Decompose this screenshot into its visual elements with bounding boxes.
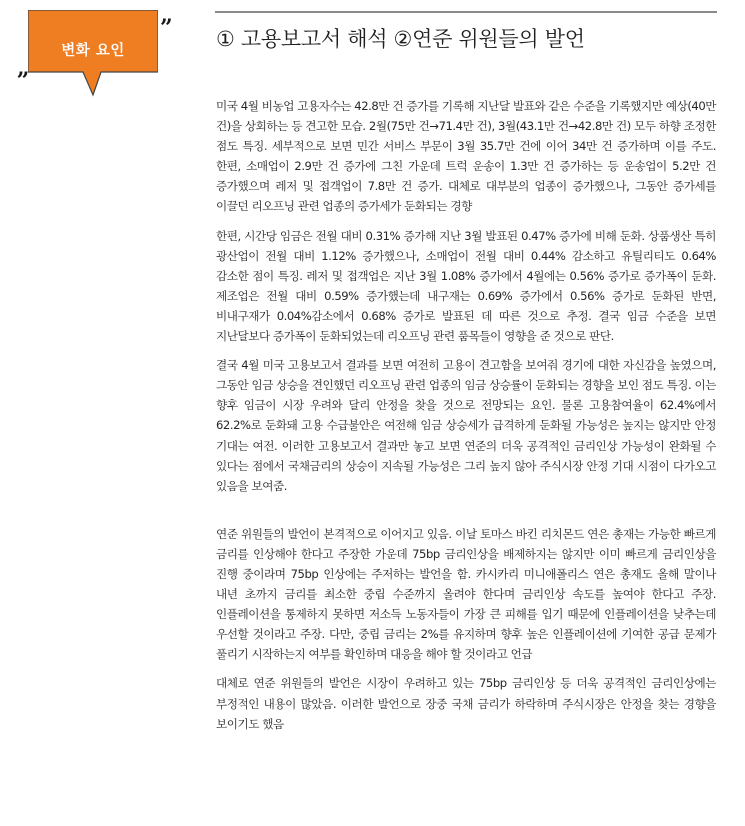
header-rule [215,11,717,13]
paragraph-employment-overview: 미국 4월 비농업 고용자수는 42.8만 건 증가를 기록해 지난달 발표와 같은 수준을 기록했지만 예상(40만 건)을 상회하는 등 견고한 모습. 2월(75만 건→71.4만 건), 3월(43.1만 건→42.8만 건) 모두 하향 조정한 점도 특징. 세부적으로 보면 민간 서비스 부문이 3월 35.7만 건에 이어 34만 건 증가하며 이를 주도. 한편, 소매업이 2.9만 건 증가에 그친 가운데 트럭 운송이 1.3만 건 증가하는 등 운송업이 5.2만 건 증가했으며 레저 및 접객업이 7.8만 건 증가. 대체로 대부분의 업종이 증가했으나, 그동안 증가세를 이끌던 리오프닝 관련 업종의 증가세가 둔화되는 경향 [216,99,716,214]
paragraph-employment-conclusion: 결국 4월 미국 고용보고서 결과를 보면 여전히 고용이 견고함을 보여줘 경기에 대한 자신감을 높였으며, 그동안 임금 상승을 견인했던 리오프닝 관련 업종의 임금 상승률이 둔화되는 경향을 보인 점도 특징. 이는 향후 임금이 시장 우려와 달리 안정을 찾을 것으로 전망되는 요인. 물론 고용참여율이 62.4%에서 62.2%로 둔화돼 고용 수급불안은 여전해 임금 상승세가 급격하게 둔화될 가능성은 높지는 않지만 안정 기대는 여전. 이러한 고용보고서 결과만 놓고 보면 연준의 더욱 공격적인 금리인상 가능성이 완화될 수 있다는 점에서 국채금리의 상승이 지속될 가능성은 그리 높지 않아 주식시장 안정 기대 시점이 다가오고 있음을 보여줌. [216,358,717,493]
badge-label: 변화 요인 [61,43,125,59]
article-body [216,96,716,734]
quote-close-icon: ” [160,15,173,41]
paragraph-fed-remarks: 연준 위원들의 발언이 본격적으로 이어지고 있음. 이날 토마스 바킨 리치몬드 연은 총재는 가능한 빠르게 금리를 인상해야 한다고 주장한 가운데 75bp 금리인상을 배제하지는 않지만 이미 빠르게 금리인상을 진행 중이라며 75bp 인상에는 주저하는 발언을 함. 카시카리 미니애폴리스 연은 총재도 올해 말이나 내년 초까지 금리를 최소한 중립 수준까지 올려야 한다며 금리인상 속도를 높여야 한다고 주장. 인플레이션을 통제하지 못하면 저소득 노동자들이 가장 큰 피해를 입기 때문에 인플레이션을 낮추는데 우선할 것이라고 주장. 다만, 중립 금리는 2%를 유지하며 향후 높은 인플레이션에 기여한 공급 문제가 풀리기 시작하는지 여부를 확인하며 대응을 해야 할 것이라고 언급 [216,526,716,662]
paragraph-hourly-wages: 한편, 시간당 임금은 전월 대비 0.31% 증가해 지난 3월 발표된 0.47% 증가에 비해 둔화. 상품생산 특히 광산업이 전월 대비 1.12% 증가했으나, 소매업이 전월 대비 0.44% 감소하고 유틸리티도 0.64% 감소한 점이 특징. 레저 및 접객업은 지난 3월 1.08% 증가에서 4월에는 0.56% 증가로 증가폭이 둔화. 제조업은 전월 대비 0.59% 증가했는데 내구재는 0.69% 증가에서 0.56% 증가로 둔화된 반면, 비내구재가 0.04%감소에서 0.68% 증가로 발표된 데 따른 것으로 추정. 결국 임금 수준을 보면 지난달보다 증가폭이 둔화되었는데 리오프닝 관련 품목들이 영향을 준 것으로 판단. [216,228,716,344]
quote-open-icon: „ [17,55,30,81]
section-badge [28,10,158,100]
paragraph-fed-conclusion: 대체로 연준 위원들의 발언은 시장이 우려하고 있는 75bp 금리인상 등 더욱 공격적인 금리인상에는 부정적인 내용이 많았음. 이러한 발언으로 장중 국채 금리가 하락하며 주식시장은 안정을 찾는 경향을 보이기도 했음 [216,676,716,731]
page-title: ① 고용보고서 해석 ②연준 위원들의 발언 [216,27,585,51]
